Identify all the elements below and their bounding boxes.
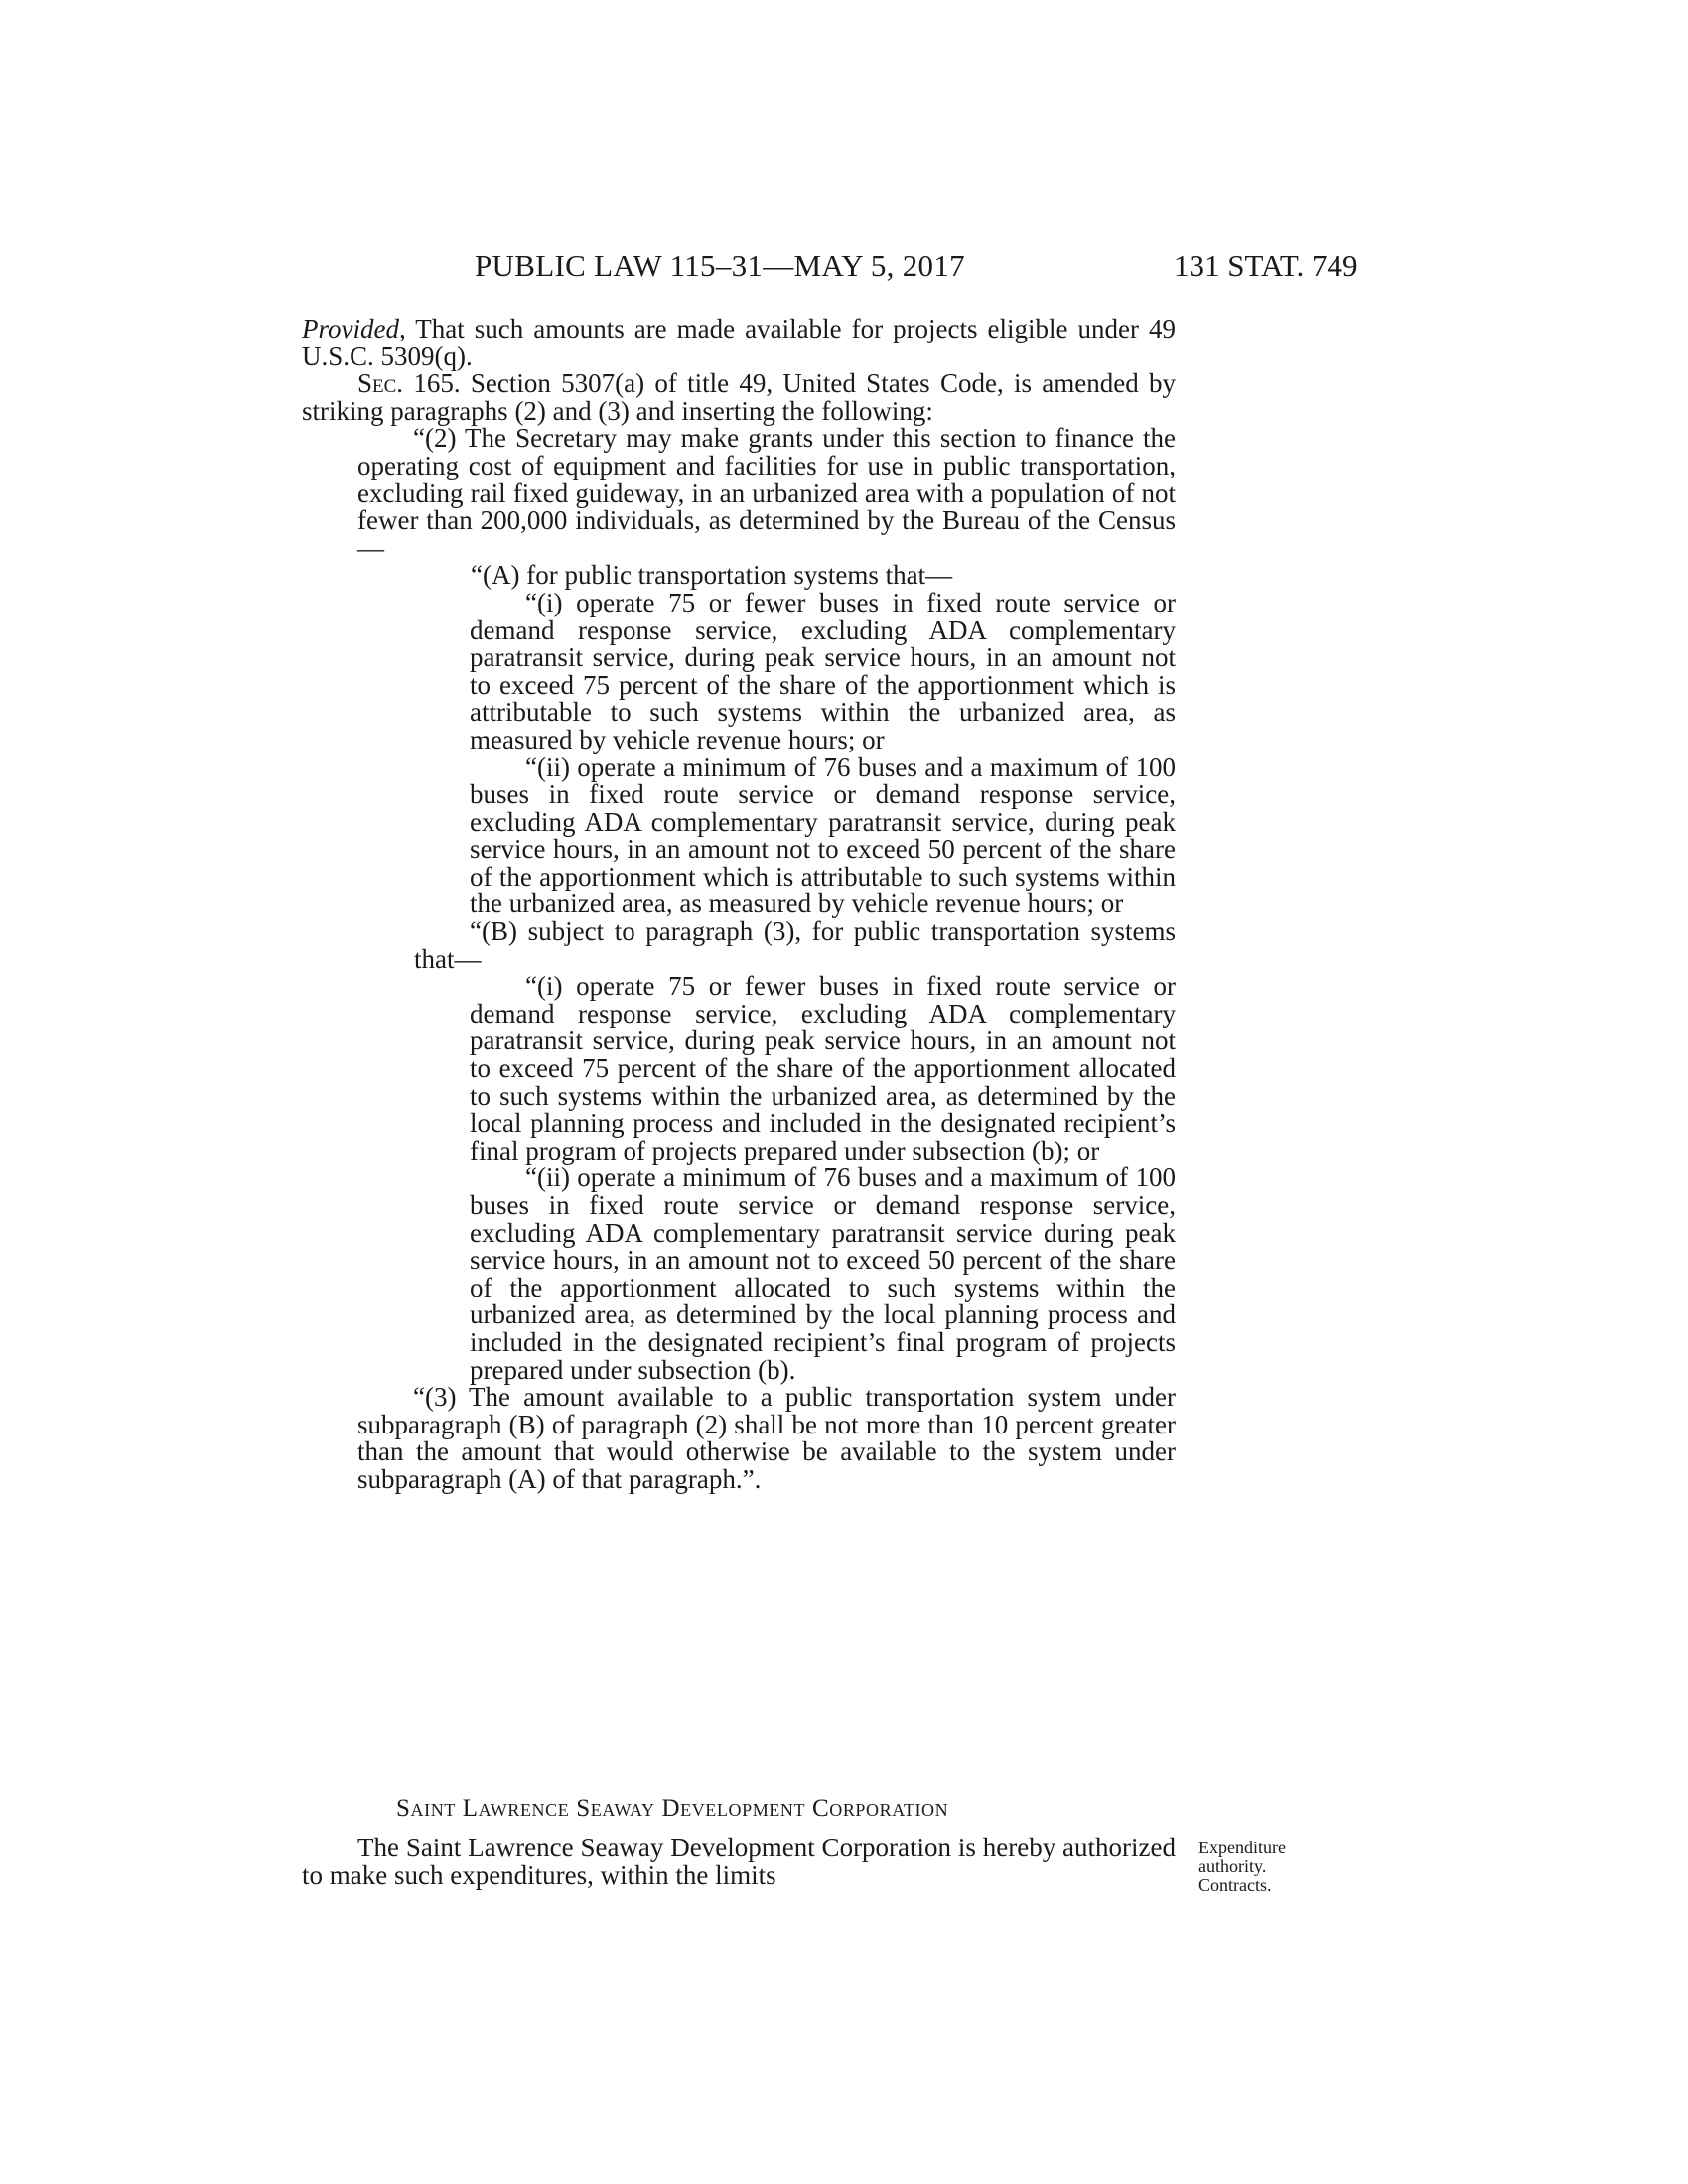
subparagraph-a: “(A) for public transportation systems that— xyxy=(471,560,953,591)
paragraph-2: “(2) The Secretary may make grants under this section to finance the operating cost of equipment and facilities for use in public transportation, excluding rail fixed guideway, in an urbanized area with a population of not fewer than 200,000 individuals, as determined by the Bureau of the Census— xyxy=(357,423,1176,563)
body-text xyxy=(302,316,1176,1494)
paragraph-3: “(3) The amount available to a public transportation system under subparagraph (B) of paragraph (2) shall be not more than 10 percent greater than the amount that would otherwise be available to the system under subparagraph (A) of that paragraph.”. xyxy=(357,1382,1176,1494)
closing-paragraph-text: The Saint Lawrence Seaway Development Corporation is hereby authorized to make such expenditures, within the limits xyxy=(302,1833,1176,1890)
section-165-text: 165. Section 5307(a) of title 49, United States Code, is amended by striking paragraphs (2) and (3) and inserting the following: xyxy=(302,368,1176,426)
proviso-text: That such amounts are made available for projects eligible under 49 U.S.C. 5309(q). xyxy=(302,314,1176,371)
section-label: Sec. xyxy=(357,368,404,399)
subparagraph-a-clause-i: “(i) operate 75 or fewer buses in fixed route service or demand response service, excluding ADA complementary paratransit service, during peak service hours, in an amount not to exceed 75 percent of the share of the apportionment which is attributable to such systems within the urbanized area, as measured by vehicle revenue hours; or xyxy=(470,587,1176,754)
section-165-paragraph xyxy=(302,370,1176,425)
margin-note-authority: authority. xyxy=(1198,1856,1267,1876)
margin-notes xyxy=(1198,1839,1286,1895)
subparagraph-a-clause-ii: “(ii) operate a minimum of 76 buses and a maximum of 100 buses in fixed route service or demand response service, excluding ADA complementary paratransit service, during peak service hours, in an amount not to exceed 50 percent of the share of the apportionment which is attributable to such systems within the urbanized area, as measured by vehicle revenue hours; or xyxy=(470,751,1176,919)
proviso-lead: Provided, xyxy=(302,314,406,343)
closing-paragraph xyxy=(302,1835,1176,1889)
margin-note-contracts: Contracts. xyxy=(1198,1875,1272,1895)
margin-note-expenditure: Expenditure xyxy=(1198,1838,1286,1857)
subparagraph-b-clause-i: “(i) operate 75 or fewer buses in fixed route service or demand response service, excluding ADA complementary paratransit service, during peak service hours, in an amount not to exceed 75 percent of the share of the apportionment allocated to such systems within the urbanized area, as determined by the local planning process and included in the designated recipient’s final program of projects prepared under subsection (b); or xyxy=(470,971,1176,1165)
section-heading: Saint Lawrence Seaway Development Corporation xyxy=(396,1795,949,1822)
page-header xyxy=(0,248,1688,288)
statute-citation: 131 STAT. 749 xyxy=(1174,248,1358,283)
subparagraph-b: “(B) subject to paragraph (3), for public transportation systems that— xyxy=(414,916,1176,974)
running-head: PUBLIC LAW 115–31—MAY 5, 2017 xyxy=(475,248,965,283)
proviso-paragraph xyxy=(302,316,1176,370)
subparagraph-b-clause-ii: “(ii) operate a minimum of 76 buses and a maximum of 100 buses in fixed route service or demand response service, excluding ADA complementary paratransit service during peak service hours, in an amount not to exceed 50 percent of the share of the apportionment allocated to such systems within the urbanized area, as determined by the local planning process and included in the designated recipient’s final program of projects prepared under subsection (b). xyxy=(470,1162,1176,1385)
